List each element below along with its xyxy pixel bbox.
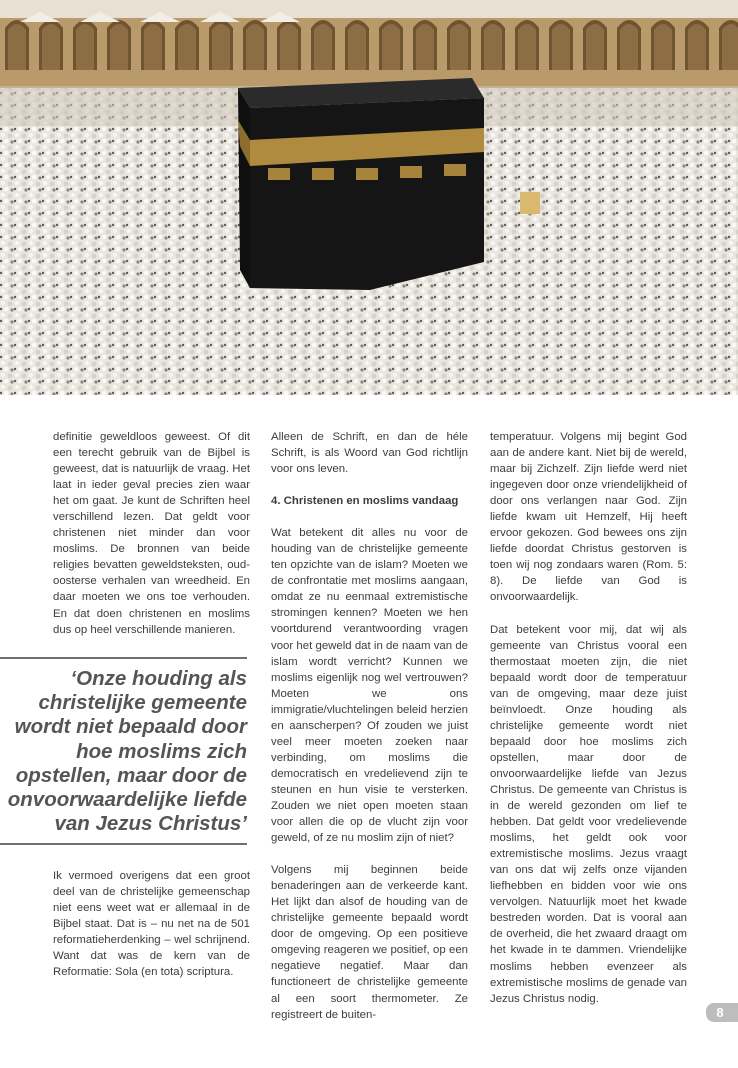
- column-1-paragraph-1: definitie geweldloos geweest. Of dit een terecht gebruik van de Bijbel is geweest, dat is natuurlijk de vraag. Het laat in ieder geval precies zien waar het om gaat. Je kunt de Schriften heel verschillend lezen. Dat geldt voor christenen niet minder dan voor moslims. De bronnen van beide religies bevatten geweldsteksten, oud-oosterse verhalen van wreedheid. En daar moeten we ons toe verhouden. En dat doen christenen en moslims dus op heel verschillende manieren.: [53, 431, 250, 636]
- article-column-1: [53, 429, 250, 654]
- article-column-2: [271, 429, 468, 1039]
- column-2-paragraph-3: Volgens mij beginnen beide benaderingen aan de verkeerde kant. Het lijkt dan alsof de houding van de christelijke gemeente bepaald wordt door de omgeving. Op een positieve omgeving reageren we positief, op een negatieve negatief. Maar dan functioneert de christelijke gemeente al een soort thermometer. Ze registreert de buiten-: [271, 864, 468, 1021]
- kaaba-photo-illustration: [0, 0, 738, 395]
- pull-quote: ‘Onze houding als christelijke gemeente wordt niet bepaald door hoe moslims zich opstellen, maar door de onvoorwaardelijke liefde van Jezus Christus’: [7, 667, 247, 836]
- section-heading: 4. Christenen en moslims vandaag: [271, 495, 459, 508]
- column-2-paragraph-1: Alleen de Schrift, en dan de héle Schrift, is als Woord van God richtlijn voor ons leven.: [271, 431, 468, 476]
- article-column-3: [490, 429, 687, 1023]
- pull-quote-box: [0, 657, 247, 845]
- column-2-paragraph-2: Wat betekent dit alles nu voor de houding van de christelijke gemeente ten opzichte van de islam? Moeten we de confrontatie met moslims aangaan, omdat ze nu eenmaal extremistische stromingen kennen? Moeten we hen voortdurend verantwoording vragen voor het geweld dat in de naam van de islam wordt verricht? Kunnen we moslims eigenlijk nog wel vertrouwen? Moeten we ons immigratie/vluchtelingen beleid herzien en aanscherpen? Of zouden we juist veel meer moeten zoeken naar verbinding, om moslims die democratisch en vredelievend zijn te steunen en hun visie te versterken. Zouden we niet open moeten staan voor allen die op de vlucht zijn voor geweld, of ze nu moslim zijn of niet?: [271, 527, 468, 845]
- article-column-1-continued: [53, 868, 250, 996]
- column-3-paragraph-2: Dat betekent voor mij, dat wij als gemeente van Christus vooral een thermostaat moeten zijn, die niet bepaald wordt door de temperatuur van de omgeving, maar deze juist beïnvloedt. Onze houding als christelijke gemeente wordt niet bepaald door hoe moslims zich opstellen, maar door de onvoorwaardelijke liefde van Jezus Christus. De gemeente van Christus is in de wereld gezonden om lief te hebben. Dat geldt voor vredelievende moslims, het geldt ook voor extremistische moslims. Jezus vraagt van ons dat wij zelfs onze vijanden liefhebben en bidden voor wie ons vervolgen. Natuurlijk moet het kwade bestreden worden. Dat is vooral aan de overheid, die het zwaard draagt om het kwade in te dammen. Vriendelijke moslims hebben evenzeer als extremistische moslims de genade van Jezus Christus nodig.: [490, 623, 687, 1005]
- column-3-paragraph-1: temperatuur. Volgens mij begint God aan de andere kant. Niet bij de wereld, maar bij Zichzelf. Zijn liefde werd niet ingegeven door onze vriendelijkheid of door ons verlangen naar God. Zijn liefde kwam uit Hemzelf, Hij heeft ervoor gekozen. God bewees ons zijn liefde doordat Christus gestorven is toen wij nog zondaars waren (Rom. 5: 8). De liefde van God is onvoorwaardelijk.: [490, 431, 687, 604]
- page-number-badge: 8: [706, 1003, 738, 1022]
- header-photo: [0, 0, 738, 395]
- column-1-paragraph-2: Ik vermoed overigens dat een groot deel van de christelijke gemeenschap niet eens weet wat er allemaal in de Bijbel staat. Dat is – nu net na de 501 reformatieherdenking – wel schrijnend. Want dat was de kern van de Reformatie: Sola (en tota) scriptura.: [53, 870, 250, 979]
